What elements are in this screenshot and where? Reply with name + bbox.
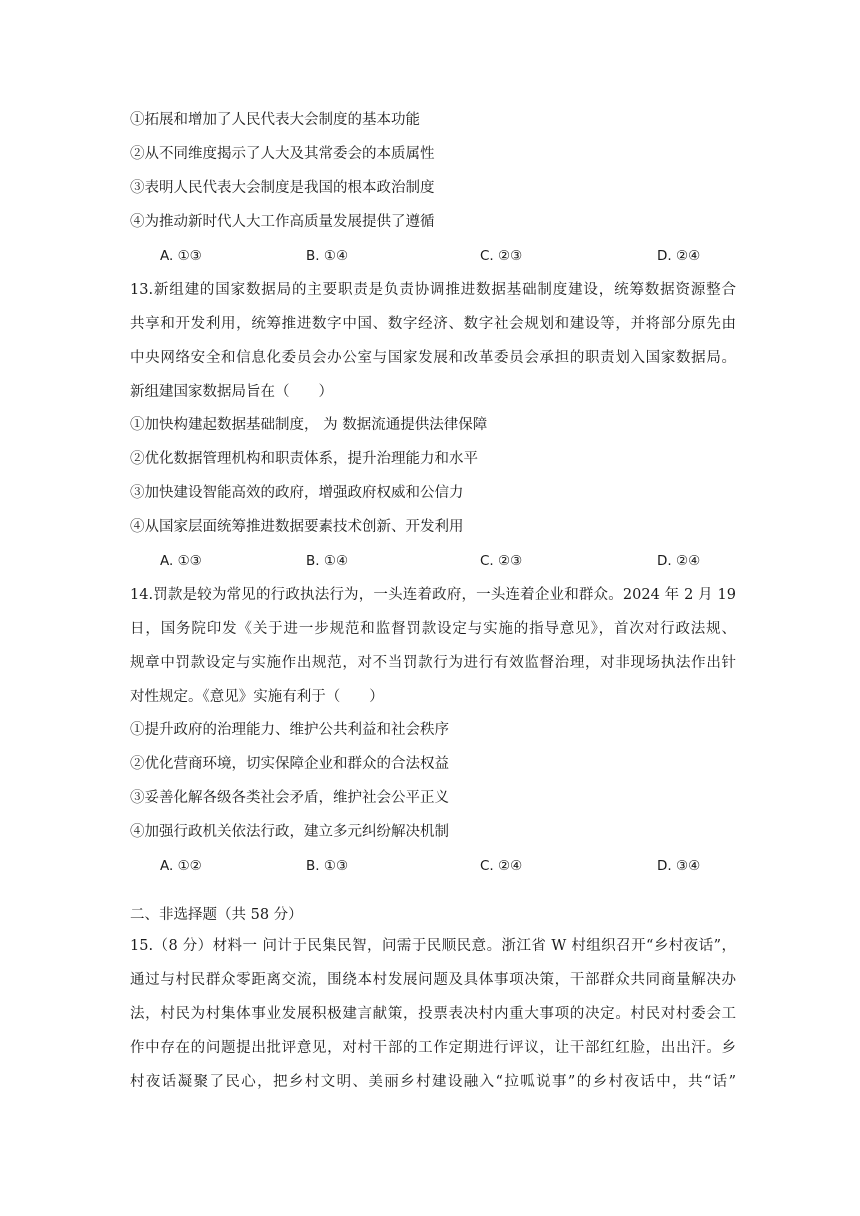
q13-option-a: A. ①③ <box>160 553 202 569</box>
q13-stem-line-2: 共享和开发利用，统筹推进数字中国、数字经济、数字社会规划和建设等，并将部分原先由 <box>130 316 736 332</box>
section-title-non-choice: 二、非选择题（共 58 分） <box>130 907 303 923</box>
q12-options <box>160 246 720 266</box>
q14-option-d: D. ③④ <box>657 858 701 874</box>
q13-options <box>160 551 720 571</box>
q13-stem-line-3: 中央网络安全和信息化委员会办公室与国家发展和改革委员会承担的职责划入国家数据局。 <box>130 350 736 366</box>
q14-option-c: C. ②④ <box>480 858 523 874</box>
q14-statement-3: ③妥善化解各级各类社会矛盾，维护社会公平正义 <box>130 790 449 806</box>
q14-statement-2: ②优化营商环境，切实保障企业和群众的合法权益 <box>130 756 449 772</box>
q14-stem-line-4: 对性规定。《意见》实施有利于（ ） <box>130 689 384 705</box>
q12-statement-1: ①拓展和增加了人民代表大会制度的基本功能 <box>130 112 420 128</box>
q12-statement-2: ②从不同维度揭示了人大及其常委会的本质属性 <box>130 146 435 162</box>
q13-stem-line-1: 13.新组建的国家数据局的主要职责是负责协调推进数据基础制度建设，统筹数据资源整合 <box>130 282 736 298</box>
q14-stem-line-3: 规章中罚款设定与实施作出规范，对不当罚款行为进行有效监督治理，对非现场执法作出针 <box>130 655 736 671</box>
q15-line-1: 15.（8 分）材料一 问计于民集民智，问需于民顺民意。浙江省 W 村组织召开“乡村夜话”， <box>130 938 736 954</box>
q14-option-a: A. ①② <box>160 858 202 874</box>
q12-statement-4: ④为推动新时代人大工作高质量发展提供了遵循 <box>130 214 435 230</box>
q13-option-c: C. ②③ <box>480 553 523 569</box>
q14-stem-line-2: 日，国务院印发《关于进一步规范和监督罚款设定与实施的指导意见》，首次对行政法规、 <box>130 621 736 637</box>
q13-statement-1: ①加快构建起数据基础制度， 为 数据流通提供法律保障 <box>130 417 488 433</box>
q14-options <box>160 856 720 876</box>
q15-line-5: 村夜话凝聚了民心，把乡村文明、美丽乡村建设融入“拉呱说事”的乡村夜话中，共“话” <box>130 1074 736 1090</box>
q12-statement-3: ③表明人民代表大会制度是我国的根本政治制度 <box>130 180 435 196</box>
q13-stem-line-4: 新组建国家数据局旨在（ ） <box>130 384 333 400</box>
q15-line-4: 作中存在的问题提出批评意见，对村干部的工作定期进行评议，让干部红红脸，出出汗。乡 <box>130 1040 736 1056</box>
q13-statement-2: ②优化数据管理机构和职责体系，提升治理能力和水平 <box>130 451 478 467</box>
q14-stem-line-1: 14.罚款是较为常见的行政执法行为，一头连着政府，一头连着企业和群众。2024 年 2 月 19 <box>130 587 736 603</box>
q15-line-2: 通过与村民群众零距离交流，围绕本村发展问题及具体事项决策，干部群众共同商量解决办 <box>130 972 736 988</box>
q14-statement-4: ④加强行政机关依法行政，建立多元纠纷解决机制 <box>130 824 449 840</box>
q12-option-a: A. ①③ <box>160 248 202 264</box>
q12-option-b: B. ①④ <box>306 248 349 264</box>
q12-option-c: C. ②③ <box>480 248 523 264</box>
q14-option-b: B. ①③ <box>306 858 349 874</box>
q13-statement-3: ③加快建设智能高效的政府，增强政府权威和公信力 <box>130 485 464 501</box>
q13-option-d: D. ②④ <box>657 553 701 569</box>
q13-option-b: B. ①④ <box>306 553 349 569</box>
q12-option-d: D. ②④ <box>657 248 701 264</box>
q15-line-3: 法，村民为村集体事业发展积极建言献策，投票表决村内重大事项的决定。村民对村委会工 <box>130 1006 736 1022</box>
q13-statement-4: ④从国家层面统筹推进数据要素技术创新、开发利用 <box>130 519 464 535</box>
q14-statement-1: ①提升政府的治理能力、维护公共利益和社会秩序 <box>130 722 449 738</box>
